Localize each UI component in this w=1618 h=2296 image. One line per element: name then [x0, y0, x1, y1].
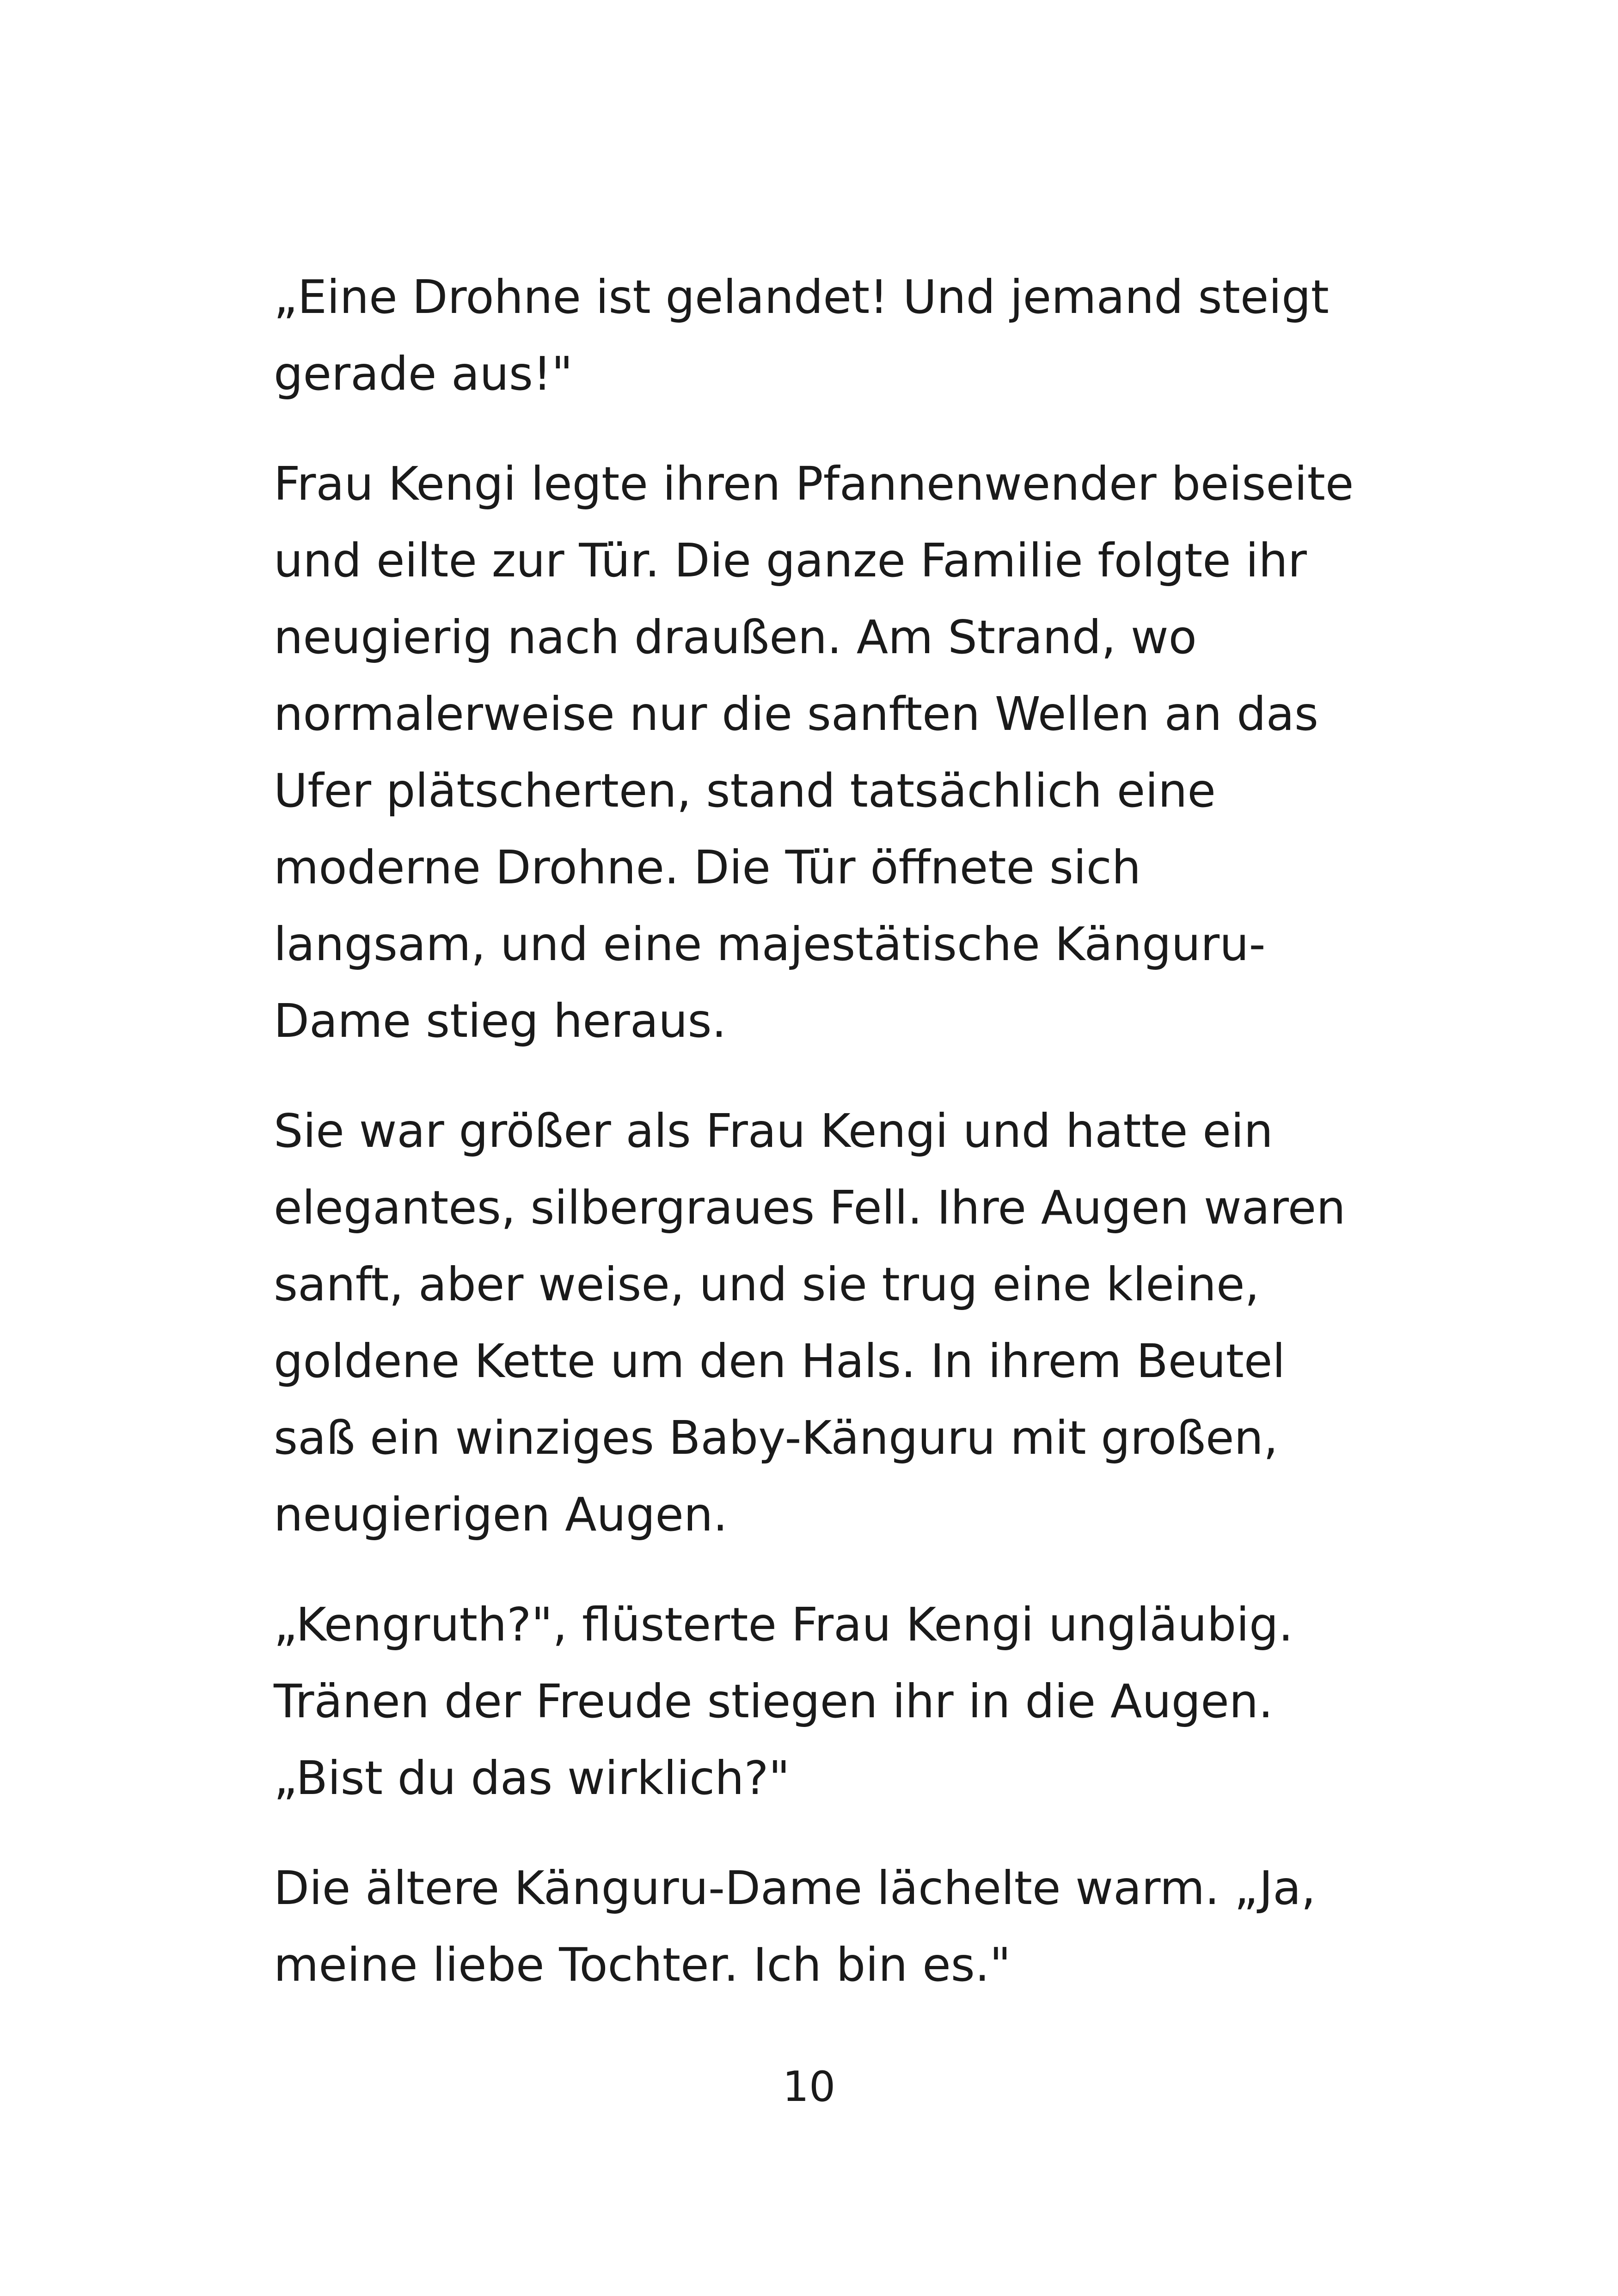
page-number: 10: [782, 2063, 836, 2111]
paragraph-3: Sie war größer als Frau Kengi und hatte ein elegantes, silbergraues Fell. Ihre Augen waren sanft, aber weise, und sie trug eine kleine, goldene Kette um den Hals. In ihrem Beutel saß ein winziges Baby-Känguru mit großen, neugierigen Augen.: [274, 1104, 1346, 1542]
story-text: [274, 259, 1379, 2037]
paragraph-1: „Eine Drohne ist gelandet! Und jemand steigt gerade aus!": [274, 270, 1329, 401]
paragraph-4: „Kengruth?", flüsterte Frau Kengi ungläubig. Tränen der Freude stiegen ihr in die Augen. „Bist du das wirklich?": [274, 1598, 1293, 1805]
paragraph-5: Die ältere Känguru-Dame lächelte warm. „Ja, meine liebe Tochter. Ich bin es.": [274, 1861, 1316, 1992]
paragraph-2: Frau Kengi legte ihren Pfannenwender beiseite und eilte zur Tür. Die ganze Familie folgte ihr neugierig nach draußen. Am Strand, wo normalerweise nur die sanften Wellen an das Ufer plätscherten, stand tatsächlich eine moderne Drohne. Die Tür öffnete sich langsam, und eine majestätische Känguru- Dame stieg heraus.: [274, 457, 1354, 1048]
